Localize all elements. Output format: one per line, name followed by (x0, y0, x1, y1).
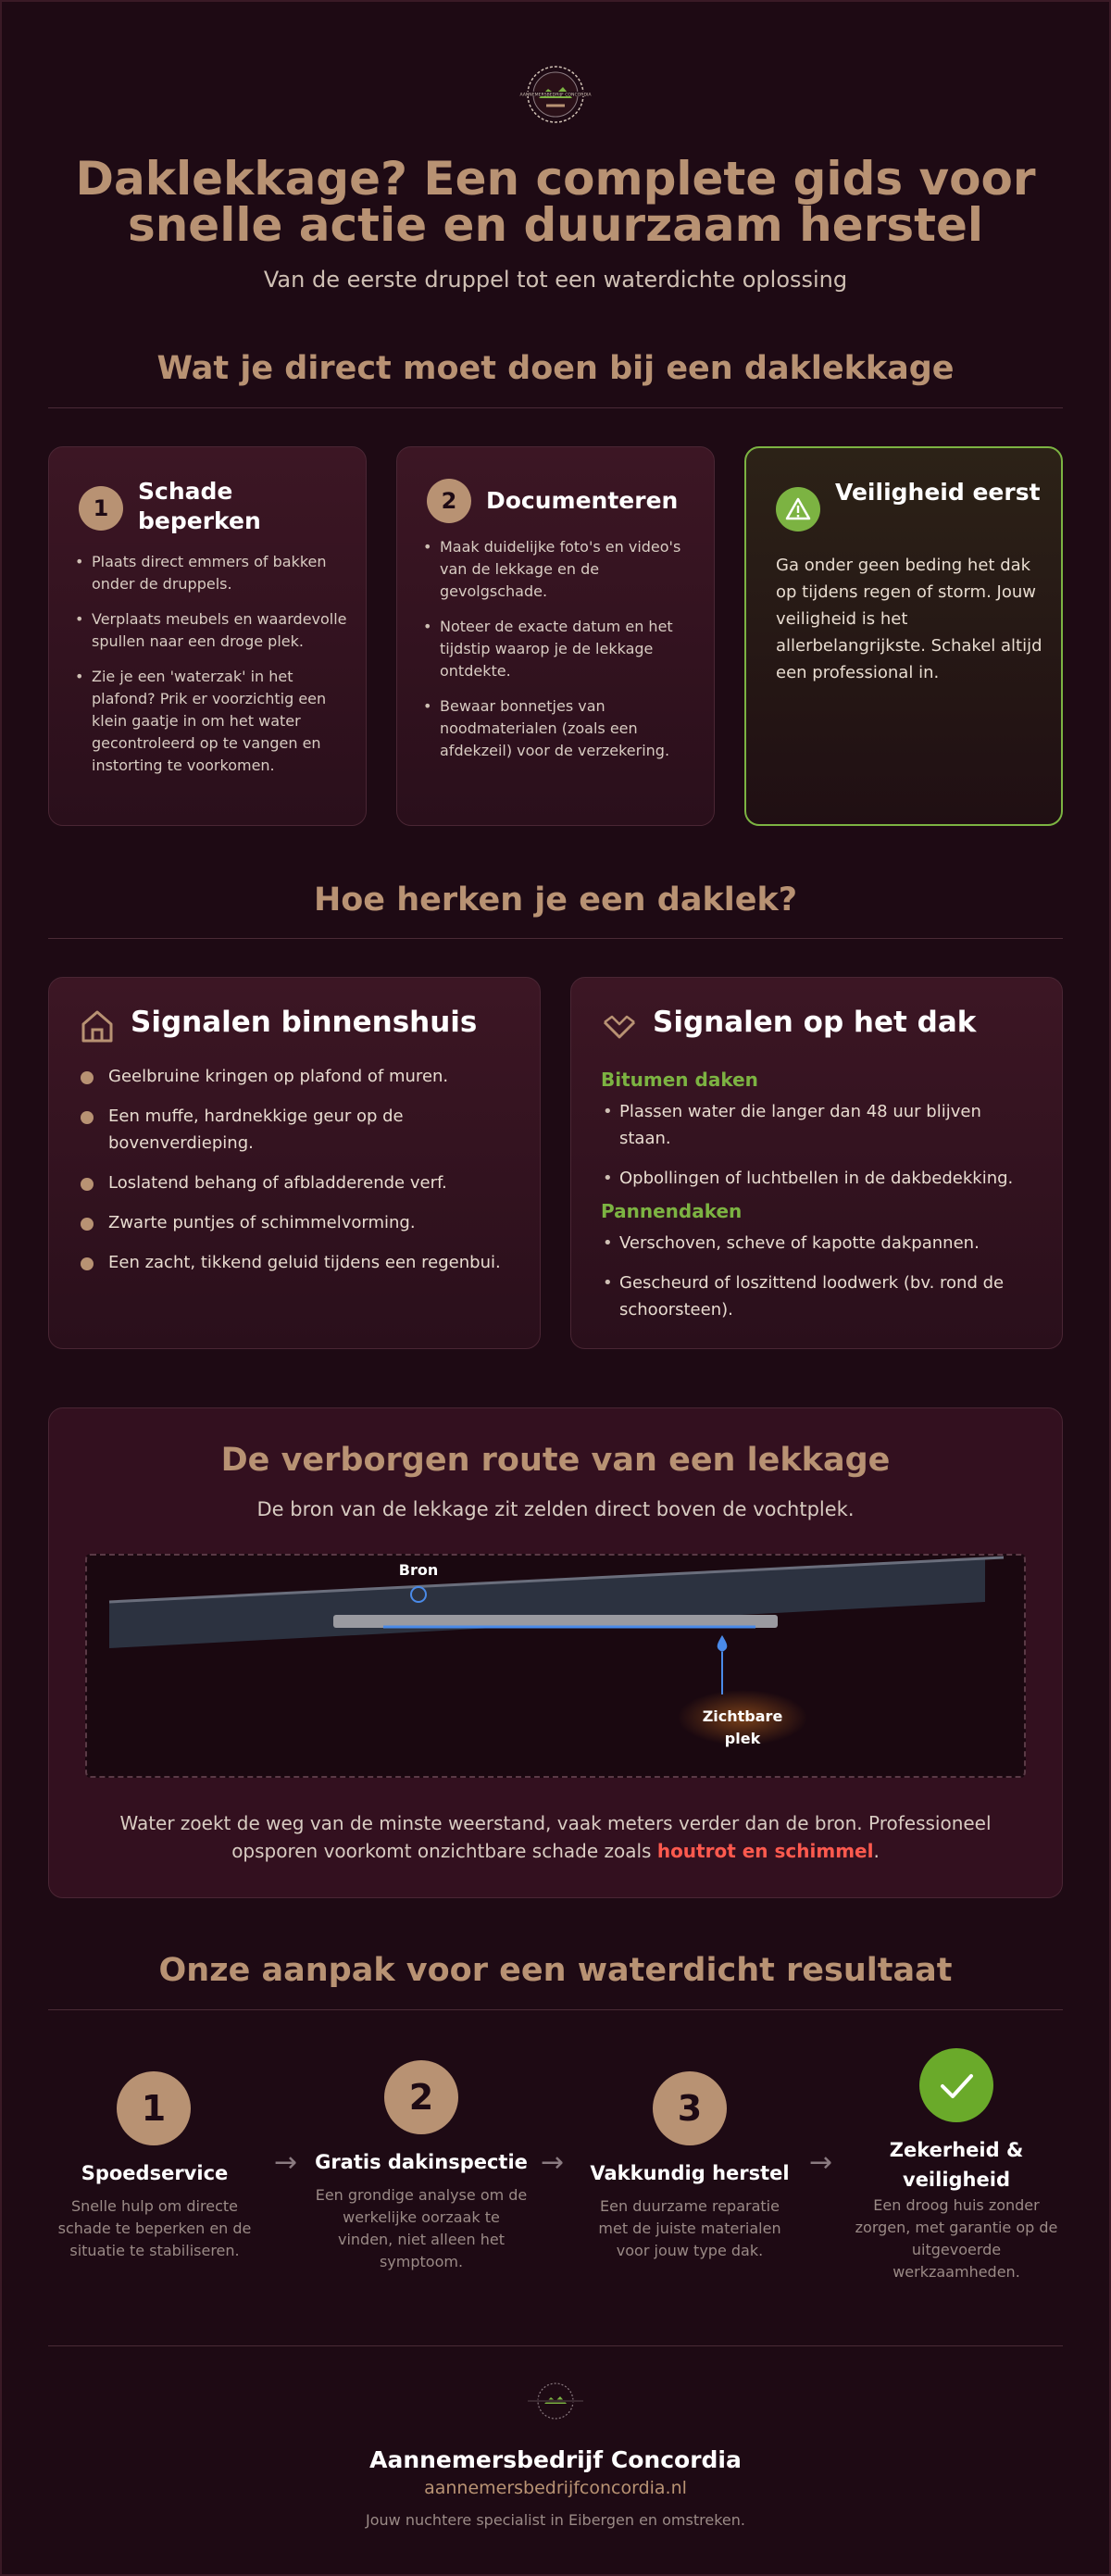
logo (509, 61, 602, 126)
group-label-bitumen: Bitumen daken (601, 1069, 758, 1091)
list-item: Zwarte puntjes of schimmelvorming. (79, 1209, 523, 1236)
section-divider (48, 407, 1063, 408)
step-spoedservice (48, 2060, 261, 2301)
route-explanation (93, 1809, 1018, 1865)
footer-divider (48, 2345, 1063, 2346)
step-number-badge: 1 (79, 486, 123, 531)
step-title: Zekerheid & veiligheid (889, 2139, 1024, 2191)
section-title-herken: Hoe herken je een daklek? (313, 882, 798, 919)
route-subtitle: De bron van de lekkage zit zelden direct boven de vochtplek. (256, 1498, 855, 1520)
section-title-direct: Wat je direct moet doen bij een daklekkage (156, 350, 955, 387)
list-item: • Verplaats meubels en waardevolle spullen naar een droge plek. (73, 608, 351, 653)
route-text-end: . (873, 1840, 880, 1862)
step-number-badge: 2 (384, 2060, 458, 2134)
footer-company: Aannemersbedrijf Concordia (369, 2446, 742, 2473)
step-text: Een grondige analyse om de werkelijke oorzaak te vinden, niet alleen het symptoom. (315, 2186, 528, 2270)
source-label: Bron (398, 1561, 439, 1579)
list-item: • Plaats direct emmers of bakken onder de druppels. (73, 551, 351, 595)
warning-icon (776, 487, 820, 531)
list-item: • Gescheurd of loszittend loodwerk (bv. rond de schoorsteen). (601, 1269, 1036, 1323)
list-item: • Plassen water die langer dan 48 uur blijven staan. (601, 1098, 1036, 1152)
bitumen-list (601, 1098, 1036, 1205)
section-divider (48, 2009, 1063, 2010)
footer-logo-icon (526, 2380, 585, 2422)
step-zekerheid-veiligheid (850, 2048, 1063, 2307)
footer-website-link[interactable]: aannemersbedrijfconcordia.nl (424, 2478, 687, 2498)
card-title: Documenteren (486, 487, 679, 514)
list-item: • Verschoven, scheve of kapotte dakpannen. (601, 1230, 1036, 1257)
logo-text: AANNEMERSBEDRIJF CONCORDIA (519, 93, 592, 98)
list-item: • Zie je een 'waterzak' in het plafond? Prik er voorzichtig een klein gaatje in om het water gecontroleerd op te vangen en instorting te voorkomen. (73, 666, 351, 777)
section-title-route: De verborgen route van een lekkage (220, 1442, 891, 1479)
step-number-badge: 1 (117, 2071, 191, 2145)
logo-icon (509, 61, 602, 126)
list-item: Een zacht, tikkend geluid tijdens een regenbui. (79, 1249, 523, 1276)
house-icon (79, 1007, 116, 1044)
card-signalen-binnenshuis (48, 977, 541, 1349)
step-number-badge: 2 (427, 479, 471, 523)
card-schade-beperken (48, 446, 367, 826)
leak-route-diagram (85, 1554, 1026, 1778)
page-title: Daklekkage? Een complete gids voor snelle actie en duurzaam herstel (75, 152, 1036, 252)
route-highlight: houtrot en schimmel (656, 1840, 874, 1862)
list-item: • Noteer de exacte datum en het tijdstip waarop je de lekkage ontdekte. (421, 616, 699, 682)
card-title: Signalen op het dak (653, 1006, 977, 1039)
step-text: Een duurzame reparatie met de juiste materialen voor jouw type dak. (598, 2197, 781, 2259)
signals-list (79, 1063, 523, 1289)
section-title-aanpak: Onze aanpak voor een waterdicht resultaat (158, 1952, 953, 1989)
card-title: Veiligheid eerst (835, 479, 1041, 506)
arrow-right-icon: → (274, 2146, 298, 2179)
step-gratis-dakinspectie (315, 2060, 528, 2301)
card-signalen-dak (570, 977, 1063, 1349)
page-subtitle: Van de eerste druppel tot een waterdichte oplossing (263, 267, 848, 293)
step-title: Spoedservice (81, 2162, 229, 2184)
visible-spot-label: Zichtbare plek (702, 1707, 783, 1747)
list-item: • Bewaar bonnetjes van noodmaterialen (zoals een afdekzeil) voor de verzekering. (421, 695, 699, 762)
step-number-badge: 3 (653, 2071, 727, 2145)
group-label-pannen: Pannendaken (601, 1200, 743, 1222)
water-drop-icon (718, 1635, 728, 1652)
list-item: Een muffe, hardnekkige geur op de bovenverdieping. (79, 1103, 523, 1157)
step-text: Een droog huis zonder zorgen, met garantie op de uitgevoerde werkzaamheden. (855, 2196, 1058, 2281)
step-vakkundig-herstel (583, 2060, 796, 2301)
step-title: Vakkundig herstel (590, 2162, 790, 2184)
list-item: • Maak duidelijke foto's en video's van de lekkage en de gevolgschade. (421, 536, 699, 603)
list-item: Geelbruine kringen op plafond of muren. (79, 1063, 523, 1090)
arrow-right-icon: → (809, 2146, 833, 2179)
card-title: Signalen binnenshuis (131, 1006, 478, 1039)
pannen-list (601, 1230, 1036, 1336)
arrow-right-icon: → (541, 2146, 565, 2179)
roof-icon (601, 1011, 638, 1048)
step-title: Gratis dakinspectie (315, 2151, 528, 2173)
list-item: • Opbollingen of luchtbellen in de dakbedekking. (601, 1165, 1036, 1192)
card-text: Ga onder geen beding het dak op tijdens regen of storm. Jouw veiligheid is het allerbelangrijkste. Schakel altijd een professional in. (776, 556, 1042, 682)
card-veiligheid-eerst (744, 446, 1063, 826)
card-documenteren (396, 446, 715, 826)
footer-tagline: Jouw nuchtere specialist in Eibergen en omstreken. (366, 2511, 745, 2529)
check-icon (919, 2048, 993, 2122)
card-list (421, 536, 699, 775)
route-text: Water zoekt de weg van de minste weerstand, vaak meters verder dan de bron. Professioneel opsporen voorkomt onzichtbare schade zoals (119, 1812, 992, 1862)
card-list (73, 551, 351, 790)
roof-slab (109, 1559, 985, 1648)
card-title: Schade beperken (138, 478, 261, 534)
list-item: Loslatend behang of afbladderende verf. (79, 1169, 523, 1196)
step-text: Snelle hulp om directe schade te beperken en de situatie te stabiliseren. (57, 2197, 252, 2259)
section-divider (48, 938, 1063, 939)
